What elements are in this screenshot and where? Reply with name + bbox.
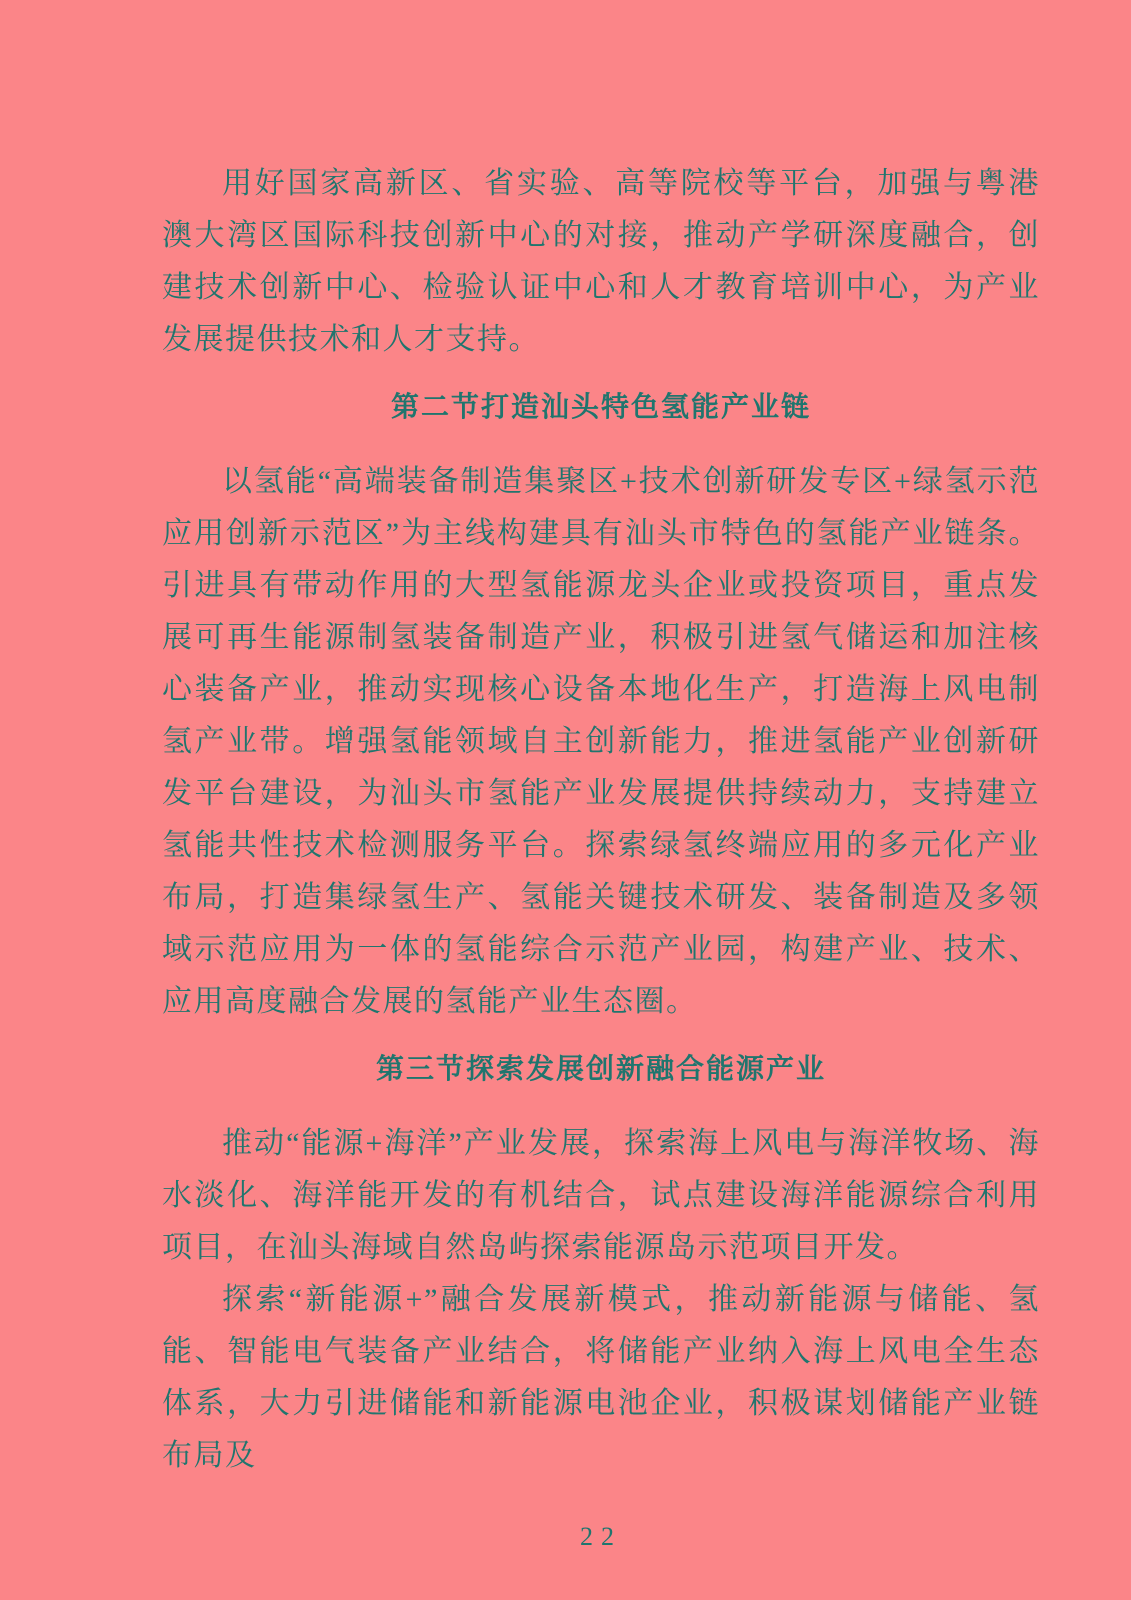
body-paragraph-energy-ocean: 推动“能源+海洋”产业发展，探索海上风电与海洋牧场、海水淡化、海洋能开发的有机结合，试点建设海洋能源综合利用项目，在汕头海域自然岛屿探索能源岛示范项目开发。	[162, 1127, 1040, 1264]
section-heading-3: 第三节探索发展创新融合能源产业	[375, 1054, 826, 1085]
section-heading-2: 第二节打造汕头特色氢能产业链	[390, 392, 811, 423]
body-paragraph-new-energy-plus: 探索“新能源+”融合发展新模式，推动新能源与储能、氢能、智能电气装备产业结合，将储能产业纳入海上风电全生态体系，大力引进储能和新能源电池企业，积极谋划储能产业链布局及	[162, 1283, 1040, 1472]
body-paragraph-platforms: 用好国家高新区、省实验、高等院校等平台，加强与粤港澳大湾区国际科技创新中心的对接，推动产学研深度融合，创建技术创新中心、检验认证中心和人才教育培训中心，为产业发展提供技术和人才支持。	[162, 167, 1040, 356]
body-paragraph-hydrogen-chain: 以氢能“高端装备制造集聚区+技术创新研发专区+绿氢示范应用创新示范区”为主线构建具有汕头市特色的氢能产业链条。引进具有带动作用的大型氢能源龙头企业或投资项目，重点发展可再生能源制氢装备制造产业，积极引进氢气储运和加注核心装备产业，推动实现核心设备本地化生产，打造海上风电制氢产业带。增强氢能领域自主创新能力，推进氢能产业创新研发平台建设，为汕头市氢能产业发展提供持续动力，支持建立氢能共性技术检测服务平台。探索绿氢终端应用的多元化产业布局，打造集绿氢生产、氢能关键技术研发、装备制造及多领域示范应用为一体的氢能综合示范产业园，构建产业、技术、应用高度融合发展的氢能产业生态圈。	[162, 465, 1040, 1018]
page-number-label: 22	[580, 1522, 622, 1551]
